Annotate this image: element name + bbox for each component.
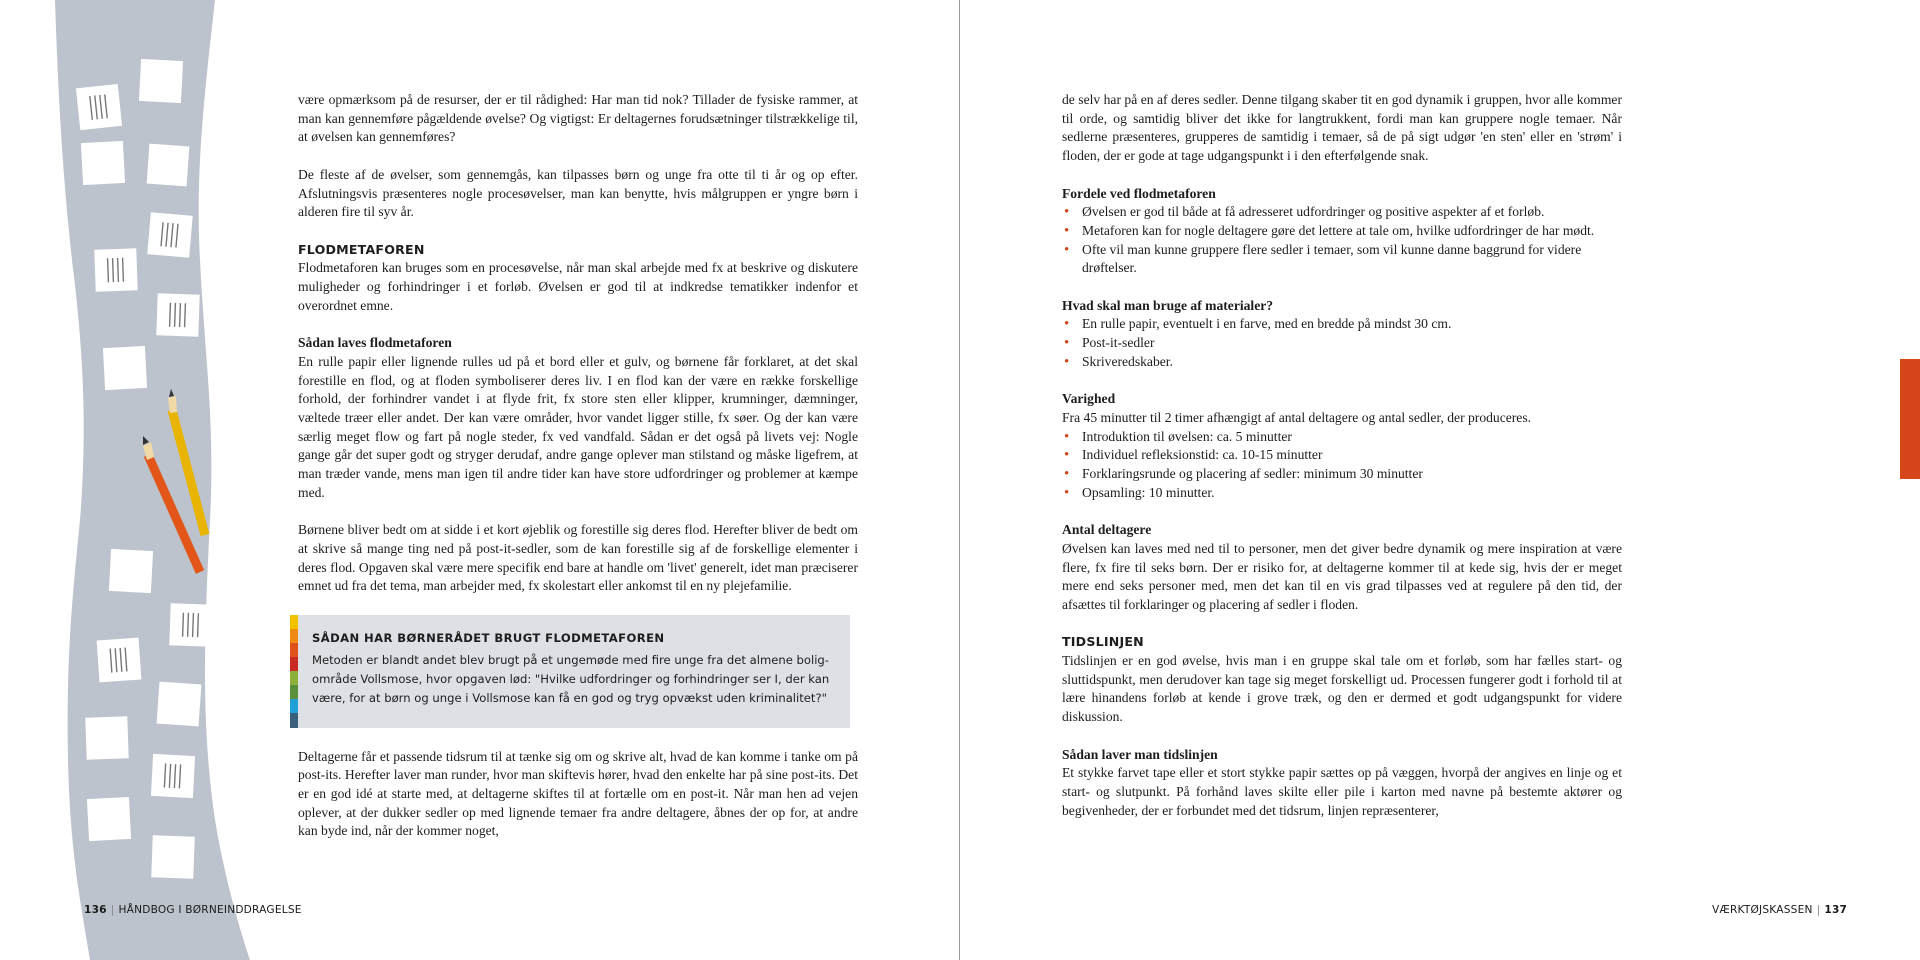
chapter-thumb-tab (1900, 359, 1920, 479)
paragraph-continued: de selv har på en af deres sedler. Denne tilgang skaber tit en god dynamik i gruppen, hvor alle kommer til orde, og samtidig bliver det ikke for langtrukkent, fordi man kan gruppere nogle temaer. Når sedlerne præsenteres, grupperes de samtidig i temaer, så de på sigt udgør 'en sten' eller en 'strøm' i floden, der er gode at tage udgangspunkt i i den efterfølgende snak. (1062, 92, 1622, 164)
color-bar-segment (290, 713, 298, 727)
footer-left (84, 904, 302, 916)
color-bar-segment (290, 657, 298, 671)
page-number-left: 136 (84, 904, 107, 916)
list-item: • Skriveredskaber. (1062, 353, 1622, 372)
heading-flodmetaforen: FLODMETAFOREN (298, 241, 425, 257)
subheading-antal: Antal deltagere (1062, 522, 1152, 538)
subheading-materialer: Hvad skal man bruge af materialer? (1062, 297, 1274, 313)
list-item: • En rulle papir, eventuelt i en farve, med en bredde på mindst 30 cm. (1062, 315, 1622, 334)
color-bar-segment (290, 629, 298, 643)
subheading-fordele: Fordele ved flodmetaforen (1062, 185, 1216, 201)
case-box-color-bar (290, 615, 298, 728)
left-text-column (298, 91, 858, 860)
color-bar-segment (290, 643, 298, 657)
list-item: • Opsamling: 10 minutter. (1062, 484, 1622, 503)
paragraph-deltagerne: Deltagerne får et passende tidsrum til at tænke sig om og skrive alt, hvad de kan komme i tanke om på post-its. Herefter laver man runder, hvor man skiftevis hører, hvad den enkelte har på sine post-its. Det er en god idé at starte med, at deltagerne skiftes til at fortælle om en post-it. Når man hen ad vejen oplever, at der dukker sedler op med lignende temaer fra andre deltagere, åbnes der op for, at andre kan byde ind, når der kommer noget, (298, 748, 858, 839)
color-bar-segment (290, 685, 298, 699)
list-item: • Individuel refleksionstid: ca. 10-15 minutter (1062, 446, 1622, 465)
paragraph-boernene: Børnene bliver bedt om at sidde i et kort øjeblik og forestille sig deres flod. Herefter bliver de bedt om at skrive så mange ting ned på post-it-sedler, som de kan forestille sig af de forskellige elementer i deres flod. Opgaven skal være mere specifik end bare at handle om 'livet' generelt, idet man præciserer emnet ud fra det tema, man arbejder med, fx skolestart eller ankomst til en ny plejefamilie. (298, 522, 858, 594)
footer-separator: | (1816, 904, 1821, 916)
paragraph-tidslinjen: Tidslinjen er en god øvelse, hvis man i en gruppe skal tale om et forløb, som har fælles start- og sluttidspunkt, men derudover kan tage sig meget forskelligt ud. Processen fungerer godt i forhold til at lære hinandens forløb at kende i grove træk, og den er dermed et godt udgangspunkt for videre diskussion. (1062, 653, 1622, 725)
paragraph-intro-1: være opmærksom på de resurser, der er til rådighed: Har man tid nok? Tillader de fysiske rammer, at man kan gennemføre pågældende øvelse? Og vigtigst: Er deltagernes forudsætninger tilstrækkelige til, at øvelsen kan gennemføres? (298, 92, 858, 145)
list-fordele (1062, 203, 1622, 278)
paragraph-saadan-laves: En rulle papir eller lignende rulles ud på et bord eller et gulv, og børnene får forklaret, at det skal forestille en flod, og at floden symboliserer deres liv. I en flod kan der være en række forskellige forhold, der forhindrer vandet i at flyde frit, fx store sten eller klipper, krumninger, dæmninger, væltede træer eller andet. Der kan være områder, hvor vandet ligger stille, fx søer. Og der kan være særlig meget flow og fart på nogle steder, fx ved vandfald. Sådan er det også på livets vej: Nogle gange går det super godt og stryger derudaf, andre gange oplever man stilstand og måske ligefrem, at man træder vande, mens man igen til andre tider kan have store udfordringer og problemer at kæmpe med. (298, 353, 858, 500)
subheading-saadan-tidslinjen: Sådan laver man tidslinjen (1062, 746, 1218, 762)
heading-tidslinjen: TIDSLINJEN (1062, 634, 1144, 650)
paragraph-varighed: Fra 45 minutter til 2 timer afhængigt af antal deltagere og antal sedler, der produceres. (1062, 409, 1532, 425)
list-item: • Øvelsen er god til både at få adresseret udfordringer og positive aspekter af et forløb. (1062, 203, 1622, 222)
list-materialer (1062, 315, 1622, 371)
footer-separator: | (110, 904, 115, 916)
footer-title-left: HÅNDBOG I BØRNEINDDRAGELSE (118, 904, 302, 916)
list-varighed (1062, 428, 1622, 503)
case-box-title: SÅDAN HAR BØRNERÅDET BRUGT FLODMETAFOREN (312, 630, 665, 645)
footer-right (1712, 904, 1847, 916)
subheading-varighed: Varighed (1062, 391, 1116, 407)
list-item: • Introduktion til øvelsen: ca. 5 minutter (1062, 428, 1622, 447)
page-number-right: 137 (1824, 904, 1848, 916)
paragraph-flodmetaforen: Flodmetaforen kan bruges som en procesøvelse, når man skal arbejde med fx at beskrive og diskutere muligheder og forhindringer i et forløb. Øvelsen er god til at indkredse tematikker indenfor et overordnet emne. (298, 260, 858, 313)
list-item: • Ofte vil man kunne gruppere flere sedler i temaer, som vil kunne danne baggrund for videre drøftelser. (1062, 241, 1622, 278)
river-illustration (0, 0, 260, 960)
color-bar-segment (290, 699, 298, 713)
right-text-column (1062, 91, 1622, 839)
color-bar-segment (290, 671, 298, 685)
left-page (0, 0, 959, 960)
paragraph-tidslinjen-how: Et stykke farvet tape eller et stort stykke papir sættes op på væggen, hvorpå der angives en linje og et start- og slutpunkt. På forhånd laves skilte eller pile i karton med navne på bestemte aktører og begivenheder, der er forbundet med det tidsrum, linjen repræsenterer, (1062, 765, 1622, 818)
case-box-text: Metoden er blandt andet blev brugt på et ungemøde med fire unge fra det almene boligområde Vollsmose, hvor opgaven lød: "Hvilke udfordringer og forhindringer ser I, der kan være, for at børn og unge i Vollsmose kan få en god og tryg opvækst uden kriminalitet?" (312, 652, 830, 705)
paragraph-intro-2: De fleste af de øvelser, som gennemgås, kan tilpasses børn og unge fra otte til ti år og op efter. Afslutningsvis præsenteres nogle procesøvelser, man kan benytte, hvis målgruppen er yngre børn i alderen fire til syv år. (298, 166, 858, 220)
footer-title-right: VÆRKTØJSKASSEN (1712, 904, 1813, 916)
subheading-saadan-laves: Sådan laves flodmetaforen (298, 335, 452, 351)
color-bar-segment (290, 615, 298, 629)
case-box (290, 615, 850, 728)
list-item: • Post-it-sedler (1062, 334, 1622, 353)
list-item: • Forklaringsrunde og placering af sedler: minimum 30 minutter (1062, 465, 1622, 484)
list-item: • Metaforen kan for nogle deltagere gøre det lettere at tale om, hvilke udfordringer de har mødt. (1062, 222, 1622, 241)
paragraph-antal: Øvelsen kan laves med ned til to personer, men det giver bedre dynamik og mere inspiration at være flere, fx fire til seks børn. Der er risiko for, at deltagerne kommer til at kede sig, hvis der er meget mere end seks personer med, men det kan til en vis grad tilpasses ved at regulere på den tid, der afsættes til forklaringer og placering af sedler i floden. (1062, 540, 1622, 612)
